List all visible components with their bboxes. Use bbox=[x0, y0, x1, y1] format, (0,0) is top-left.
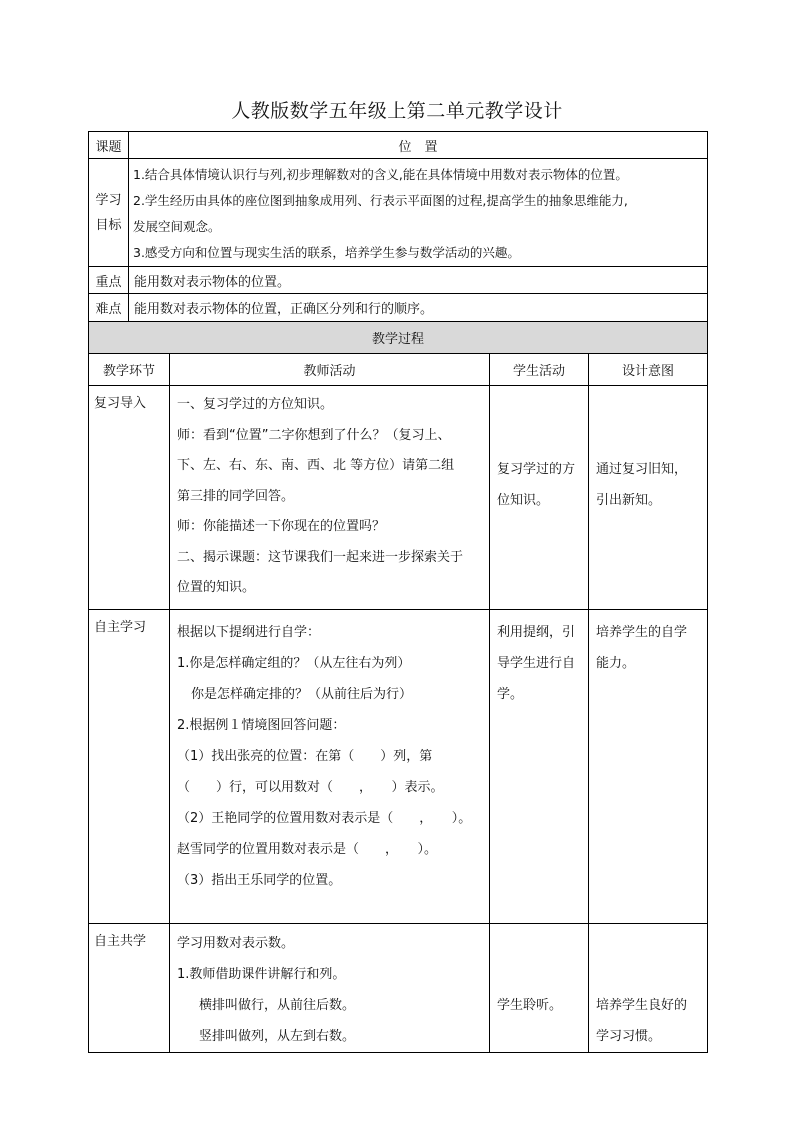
student-activity: 复习学过的方 位知识。 bbox=[490, 386, 589, 610]
difficulty-value: 能用数对表示物体的位置，正确区分列和行的顺序。 bbox=[129, 294, 708, 322]
key-point-label: 重点 bbox=[89, 267, 129, 294]
section-row bbox=[89, 386, 708, 610]
column-header-intent: 设计意图 bbox=[589, 354, 708, 386]
design-intent: 培养学生的自学 能力。 bbox=[589, 610, 708, 924]
document-title: 人教版数学五年级上第二单元教学设计 bbox=[231, 100, 563, 122]
column-header-stage: 教学环节 bbox=[89, 354, 170, 386]
lesson-value: 位 置 bbox=[129, 132, 708, 159]
student-activity: 学生聆听。 bbox=[490, 924, 589, 1053]
column-header-teacher: 教师活动 bbox=[170, 354, 490, 386]
key-point-value: 能用数对表示物体的位置。 bbox=[129, 267, 708, 294]
teacher-activity: 一、复习学过的方位知识。 师：看到“位置”二字你想到了什么？（复习上、 下、左、右、东、南、西、北 等方位）请第二组 第三排的同学回答。 师：你能描述一下你现在的位置吗？ 二、揭示课题：这节课我们一起来进一步探索关于 位置的知识。 bbox=[170, 386, 490, 610]
goals-row bbox=[89, 159, 708, 267]
student-activity: 利用提纲，引 导学生进行自 学。 bbox=[490, 610, 589, 924]
teacher-activity: 学习用数对表示数。 1.教师借助课件讲解行和列。 横排叫做行，从前往后数。 竖排叫做列，从左到右数。 bbox=[170, 924, 490, 1053]
process-header: 教学过程 bbox=[89, 322, 708, 354]
process-header-row bbox=[89, 322, 708, 354]
stage-label: 自主共学 bbox=[89, 924, 170, 1053]
stage-label: 复习导入 bbox=[89, 386, 170, 610]
column-header-student: 学生活动 bbox=[490, 354, 589, 386]
difficulty-row bbox=[89, 294, 708, 322]
column-header-row bbox=[89, 354, 708, 386]
teacher-activity: 根据以下提纲进行自学： 1.你是怎样确定组的？（从左往右为列） 你是怎样确定排的？（从前往后为行） 2.根据例１情境图回答问题： （1）找出张亮的位置：在第（ ）列，第 （ ）行，可以用数对（ ， ）表示。 （2）王艳同学的位置用数对表示是（ ， ）。 赵雪同学的位置用数对表示是（ ， ）。 （3）指出王乐同学的位置。 bbox=[170, 610, 490, 924]
design-intent: 培养学生良好的 学习习惯。 bbox=[589, 924, 708, 1053]
difficulty-label: 难点 bbox=[89, 294, 129, 322]
lesson-row bbox=[89, 132, 708, 159]
goal-item: 2.学生经历由具体的座位图到抽象成用列、行表示平面图的过程,提高学生的抽象思维能力, bbox=[133, 193, 628, 208]
goals-label: 学习 目标 bbox=[89, 159, 129, 267]
stage-label: 自主学习 bbox=[89, 610, 170, 924]
lesson-label: 课题 bbox=[89, 132, 129, 159]
goals-content bbox=[129, 159, 708, 267]
goal-item: 发展空间观念。 bbox=[133, 219, 221, 234]
goal-item: 1.结合具体情境认识行与列,初步理解数对的含义,能在具体情境中用数对表示物体的位置。 bbox=[133, 167, 628, 182]
goal-item: 3.感受方向和位置与现实生活的联系，培养学生参与数学活动的兴趣。 bbox=[133, 245, 520, 260]
lesson-plan-table bbox=[88, 131, 708, 1053]
key-point-row bbox=[89, 267, 708, 294]
section-row bbox=[89, 924, 708, 1053]
design-intent: 通过复习旧知， 引出新知。 bbox=[589, 386, 708, 610]
section-row bbox=[89, 610, 708, 924]
